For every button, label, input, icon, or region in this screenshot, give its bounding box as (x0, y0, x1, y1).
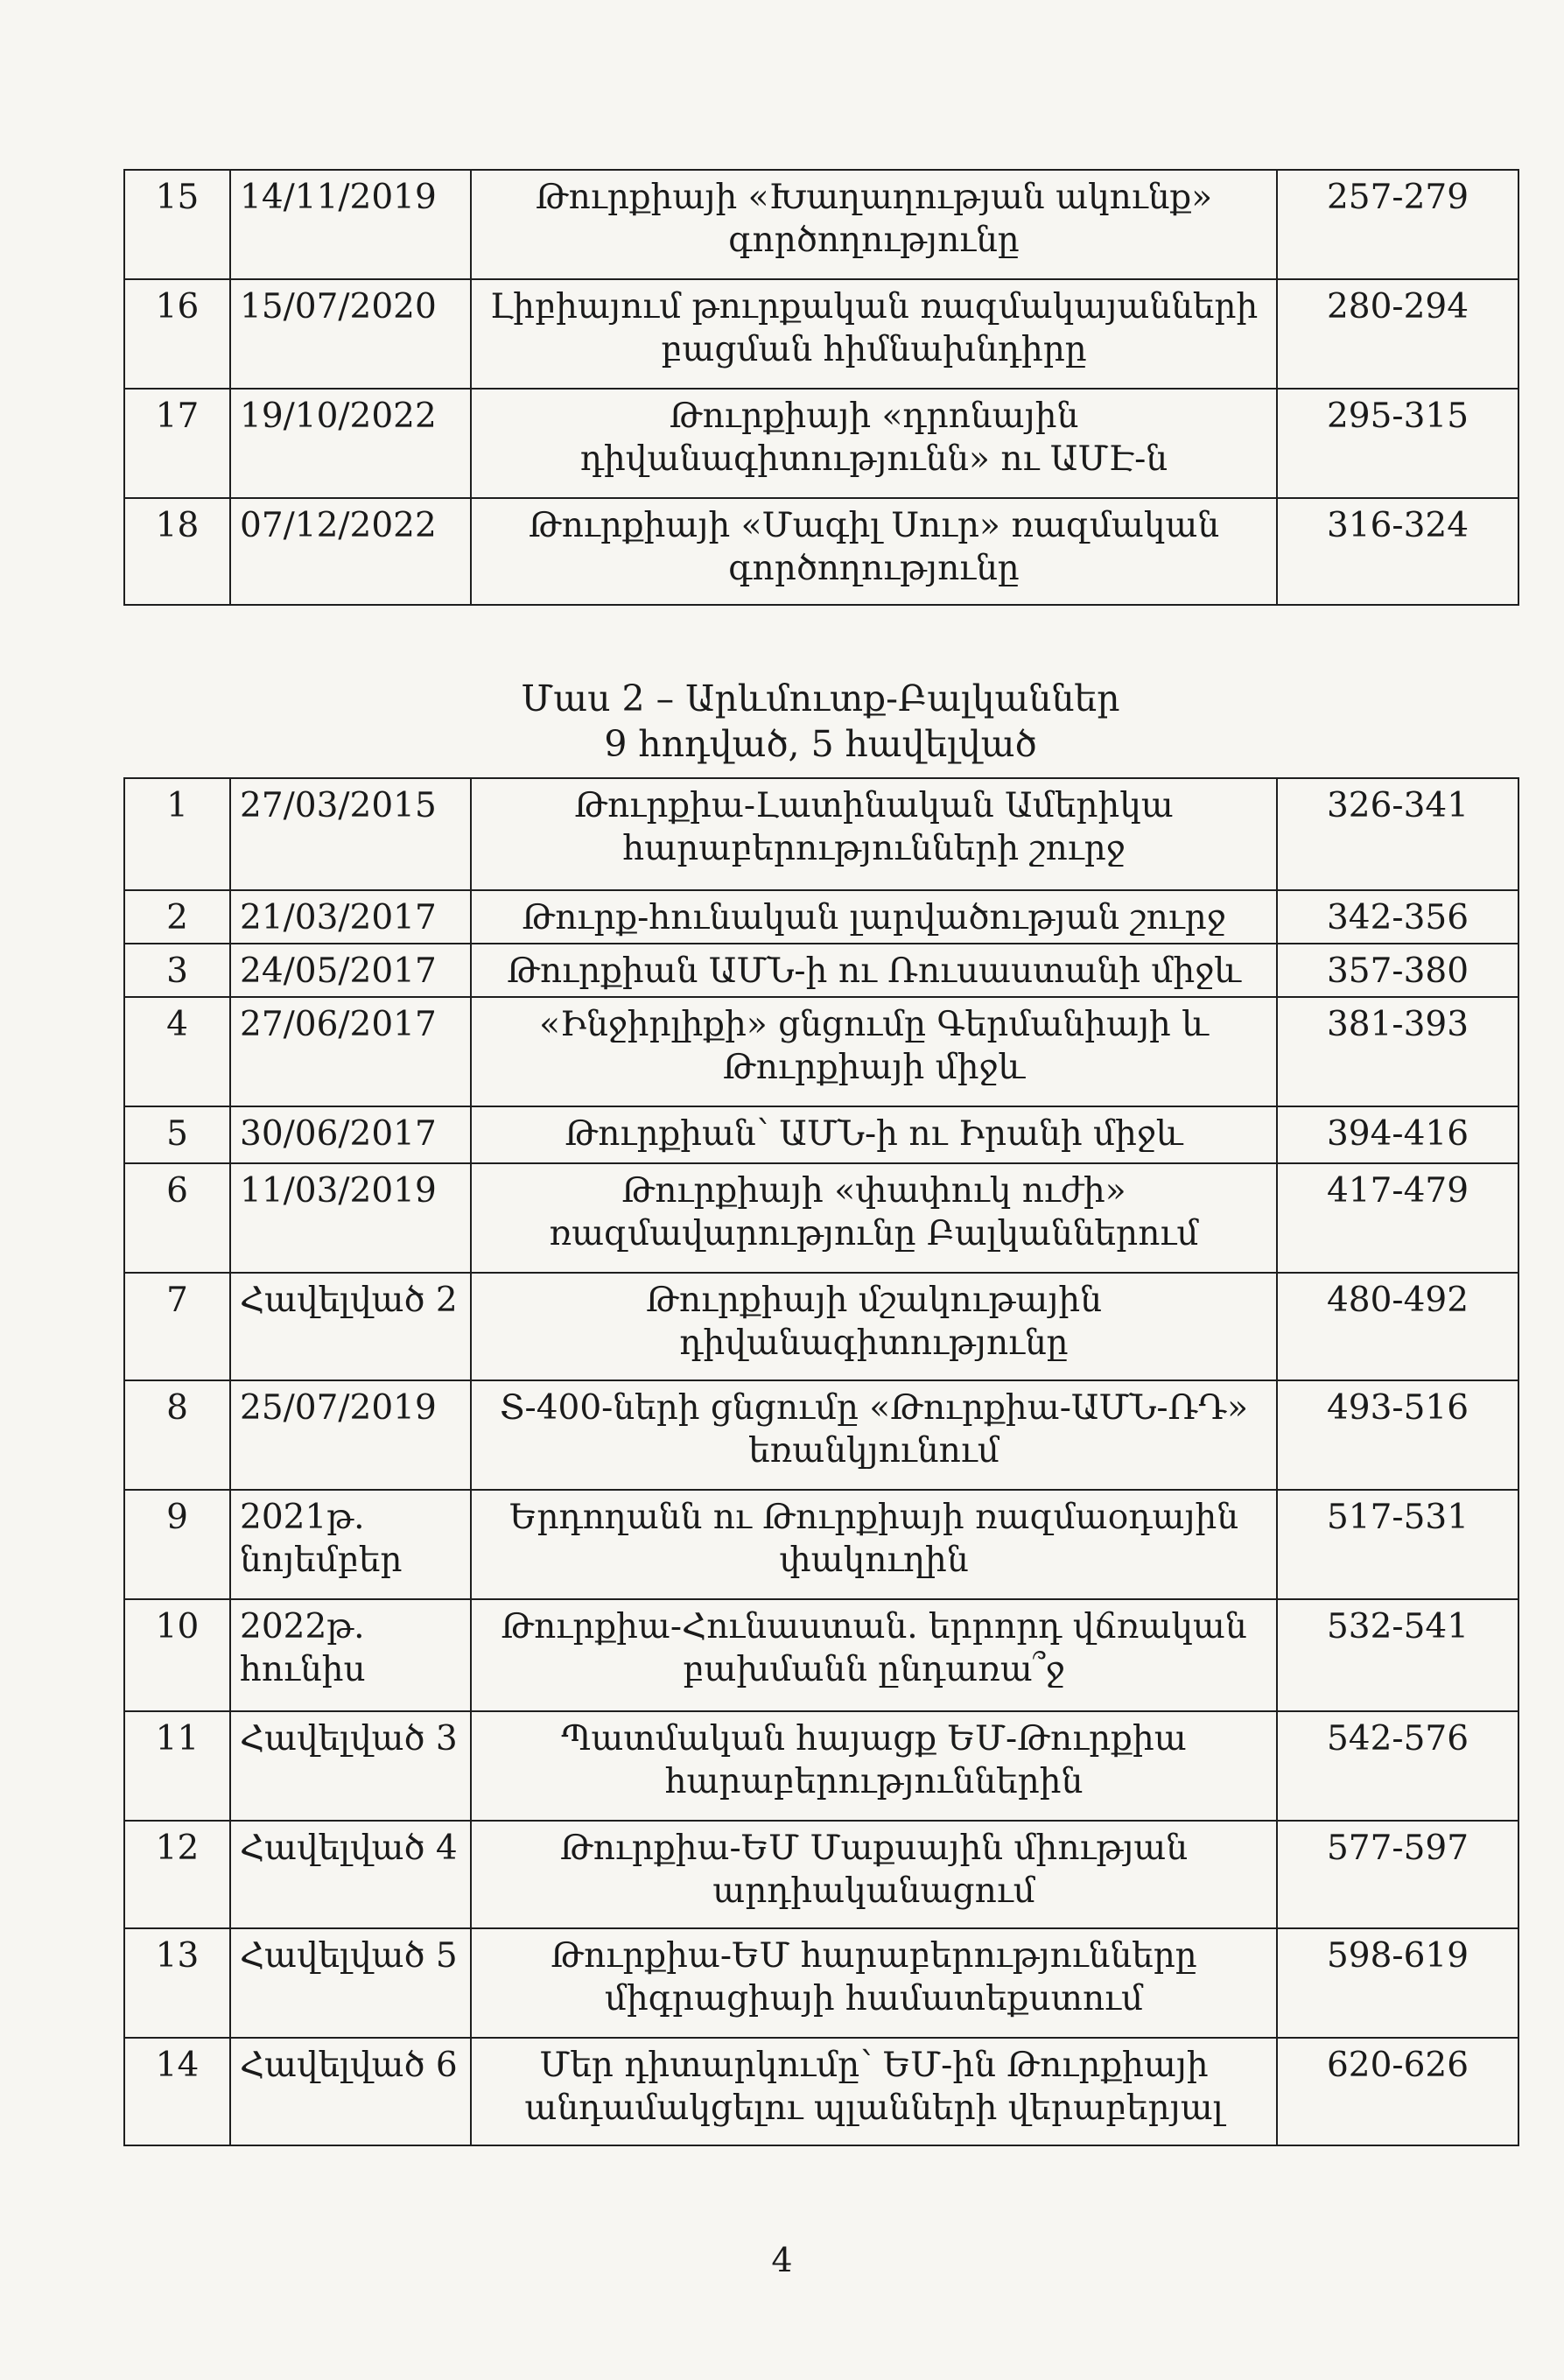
row-number: 9 (124, 1490, 230, 1599)
row-title: Թուրքիան ԱՄՆ-ի ու Ռուսաստանի միջև (471, 944, 1277, 997)
row-title: Թուրքիան՝ ԱՄՆ-ի ու Իրանի միջև (471, 1106, 1277, 1163)
row-number: 10 (124, 1599, 230, 1711)
row-date: Հավելված 5 (230, 1928, 471, 2038)
row-date: 07/12/2022 (230, 498, 471, 605)
row-number: 1 (124, 778, 230, 890)
table-row (124, 944, 1518, 997)
row-pages: 295-315 (1277, 389, 1518, 498)
row-number: 6 (124, 1163, 230, 1273)
table-row (124, 2038, 1518, 2145)
row-pages: 357-380 (1277, 944, 1518, 997)
row-date: Հավելված 2 (230, 1273, 471, 1380)
table-row (124, 1273, 1518, 1380)
row-pages: 342-356 (1277, 890, 1518, 944)
table-row (124, 1928, 1518, 2038)
table-row (124, 1599, 1518, 1711)
row-title: Թուրք-հունական լարվածության շուրջ (471, 890, 1277, 944)
row-number: 3 (124, 944, 230, 997)
row-date: Հավելված 6 (230, 2038, 471, 2145)
table-row (124, 498, 1518, 605)
row-title: Երդողանն ու Թուրքիայի ռազմաօդային փակուղին (471, 1490, 1277, 1599)
row-date: 15/07/2020 (230, 279, 471, 389)
row-title: Թուրքիայի մշակութային դիվանագիտությունը (471, 1273, 1277, 1380)
row-pages: 417-479 (1277, 1163, 1518, 1273)
row-pages: 316-324 (1277, 498, 1518, 605)
row-pages: 280-294 (1277, 279, 1518, 389)
row-date: 14/11/2019 (230, 170, 471, 279)
row-title: Թուրքիայի «Մագիլ Սուր» ռազմական գործողությունը (471, 498, 1277, 605)
page-number: 4 (771, 2241, 793, 2279)
row-pages: 577-597 (1277, 1821, 1518, 1928)
row-pages: 542-576 (1277, 1711, 1518, 1821)
table-row (124, 778, 1518, 890)
row-number: 7 (124, 1273, 230, 1380)
row-date: 19/10/2022 (230, 389, 471, 498)
row-pages: 480-492 (1277, 1273, 1518, 1380)
row-number: 2 (124, 890, 230, 944)
table-row (124, 1106, 1518, 1163)
row-number: 15 (124, 170, 230, 279)
table-row (124, 279, 1518, 389)
table-row (124, 1380, 1518, 1490)
row-date: 30/06/2017 (230, 1106, 471, 1163)
row-title: Թուրքիայի «դրոնային դիվանագիտությունն» ու ԱՄԷ-ն (471, 389, 1277, 498)
row-date: Հավելված 3 (230, 1711, 471, 1821)
row-title: Թուրքիա-Հունաստան. երրորդ վճռական բախմանն ընդառա՞ջ (471, 1599, 1277, 1711)
row-pages: 517-531 (1277, 1490, 1518, 1599)
row-date: 2021թ. նոյեմբեր (230, 1490, 471, 1599)
toc-table-part2 (123, 777, 1519, 2146)
table-row (124, 170, 1518, 279)
row-pages: 326-341 (1277, 778, 1518, 890)
row-title: Պատմական հայացք ԵՄ-Թուրքիա հարաբերություններին (471, 1711, 1277, 1821)
row-pages: 381-393 (1277, 997, 1518, 1106)
row-title: Թուրքիա-Լատինական Ամերիկա հարաբերությունների շուրջ (471, 778, 1277, 890)
row-title: Թուրքիայի «Խաղաղության ակունք» գործողությունը (471, 170, 1277, 279)
row-title: Մեր դիտարկումը՝ ԵՄ-ին Թուրքիայի անդամակցելու պլանների վերաբերյալ (471, 2038, 1277, 2145)
row-pages: 532-541 (1277, 1599, 1518, 1711)
row-pages: 493-516 (1277, 1380, 1518, 1490)
table-row (124, 1821, 1518, 1928)
row-date: 2022թ. հունիս (230, 1599, 471, 1711)
table-row (124, 890, 1518, 944)
row-date: 27/03/2015 (230, 778, 471, 890)
row-number: 12 (124, 1821, 230, 1928)
table-row (124, 1163, 1518, 1273)
row-date: Հավելված 4 (230, 1821, 471, 1928)
table-row (124, 1490, 1518, 1599)
row-number: 14 (124, 2038, 230, 2145)
row-title: Տ-400-ների ցնցումը «Թուրքիա-ԱՄՆ-ՌԴ» եռանկյունում (471, 1380, 1277, 1490)
row-title: Լիբիայում թուրքական ռազմակայանների բացման հիմնախնդիրը (471, 279, 1277, 389)
row-title: Թուրքիայի «փափուկ ուժի» ռազմավարությունը Բալկաններում (471, 1163, 1277, 1273)
row-pages: 394-416 (1277, 1106, 1518, 1163)
row-number: 16 (124, 279, 230, 389)
table-row (124, 997, 1518, 1106)
row-number: 17 (124, 389, 230, 498)
row-pages: 257-279 (1277, 170, 1518, 279)
row-title: Թուրքիա-ԵՄ Մաքսային միության արդիականացում (471, 1821, 1277, 1928)
row-date: 25/07/2019 (230, 1380, 471, 1490)
table-row (124, 389, 1518, 498)
row-number: 18 (124, 498, 230, 605)
row-date: 11/03/2019 (230, 1163, 471, 1273)
toc-table-part1 (123, 169, 1519, 606)
row-number: 13 (124, 1928, 230, 2038)
table-row (124, 1711, 1518, 1821)
row-title: «Ինջիրլիքի» ցնցումը Գերմանիայի և Թուրքիայի միջև (471, 997, 1277, 1106)
row-date: 21/03/2017 (230, 890, 471, 944)
part-subtitle: 9 հոդված, 5 հավելված (604, 723, 1037, 765)
row-pages: 620-626 (1277, 2038, 1518, 2145)
row-date: 24/05/2017 (230, 944, 471, 997)
row-title: Թուրքիա-ԵՄ հարաբերությունները միգրացիայի համատեքստում (471, 1928, 1277, 2038)
row-number: 4 (124, 997, 230, 1106)
row-date: 27/06/2017 (230, 997, 471, 1106)
row-pages: 598-619 (1277, 1928, 1518, 2038)
row-number: 11 (124, 1711, 230, 1821)
row-number: 5 (124, 1106, 230, 1163)
part-title: Մաս 2 – Արևմուտք-Բալկաններ (521, 677, 1120, 720)
row-number: 8 (124, 1380, 230, 1490)
